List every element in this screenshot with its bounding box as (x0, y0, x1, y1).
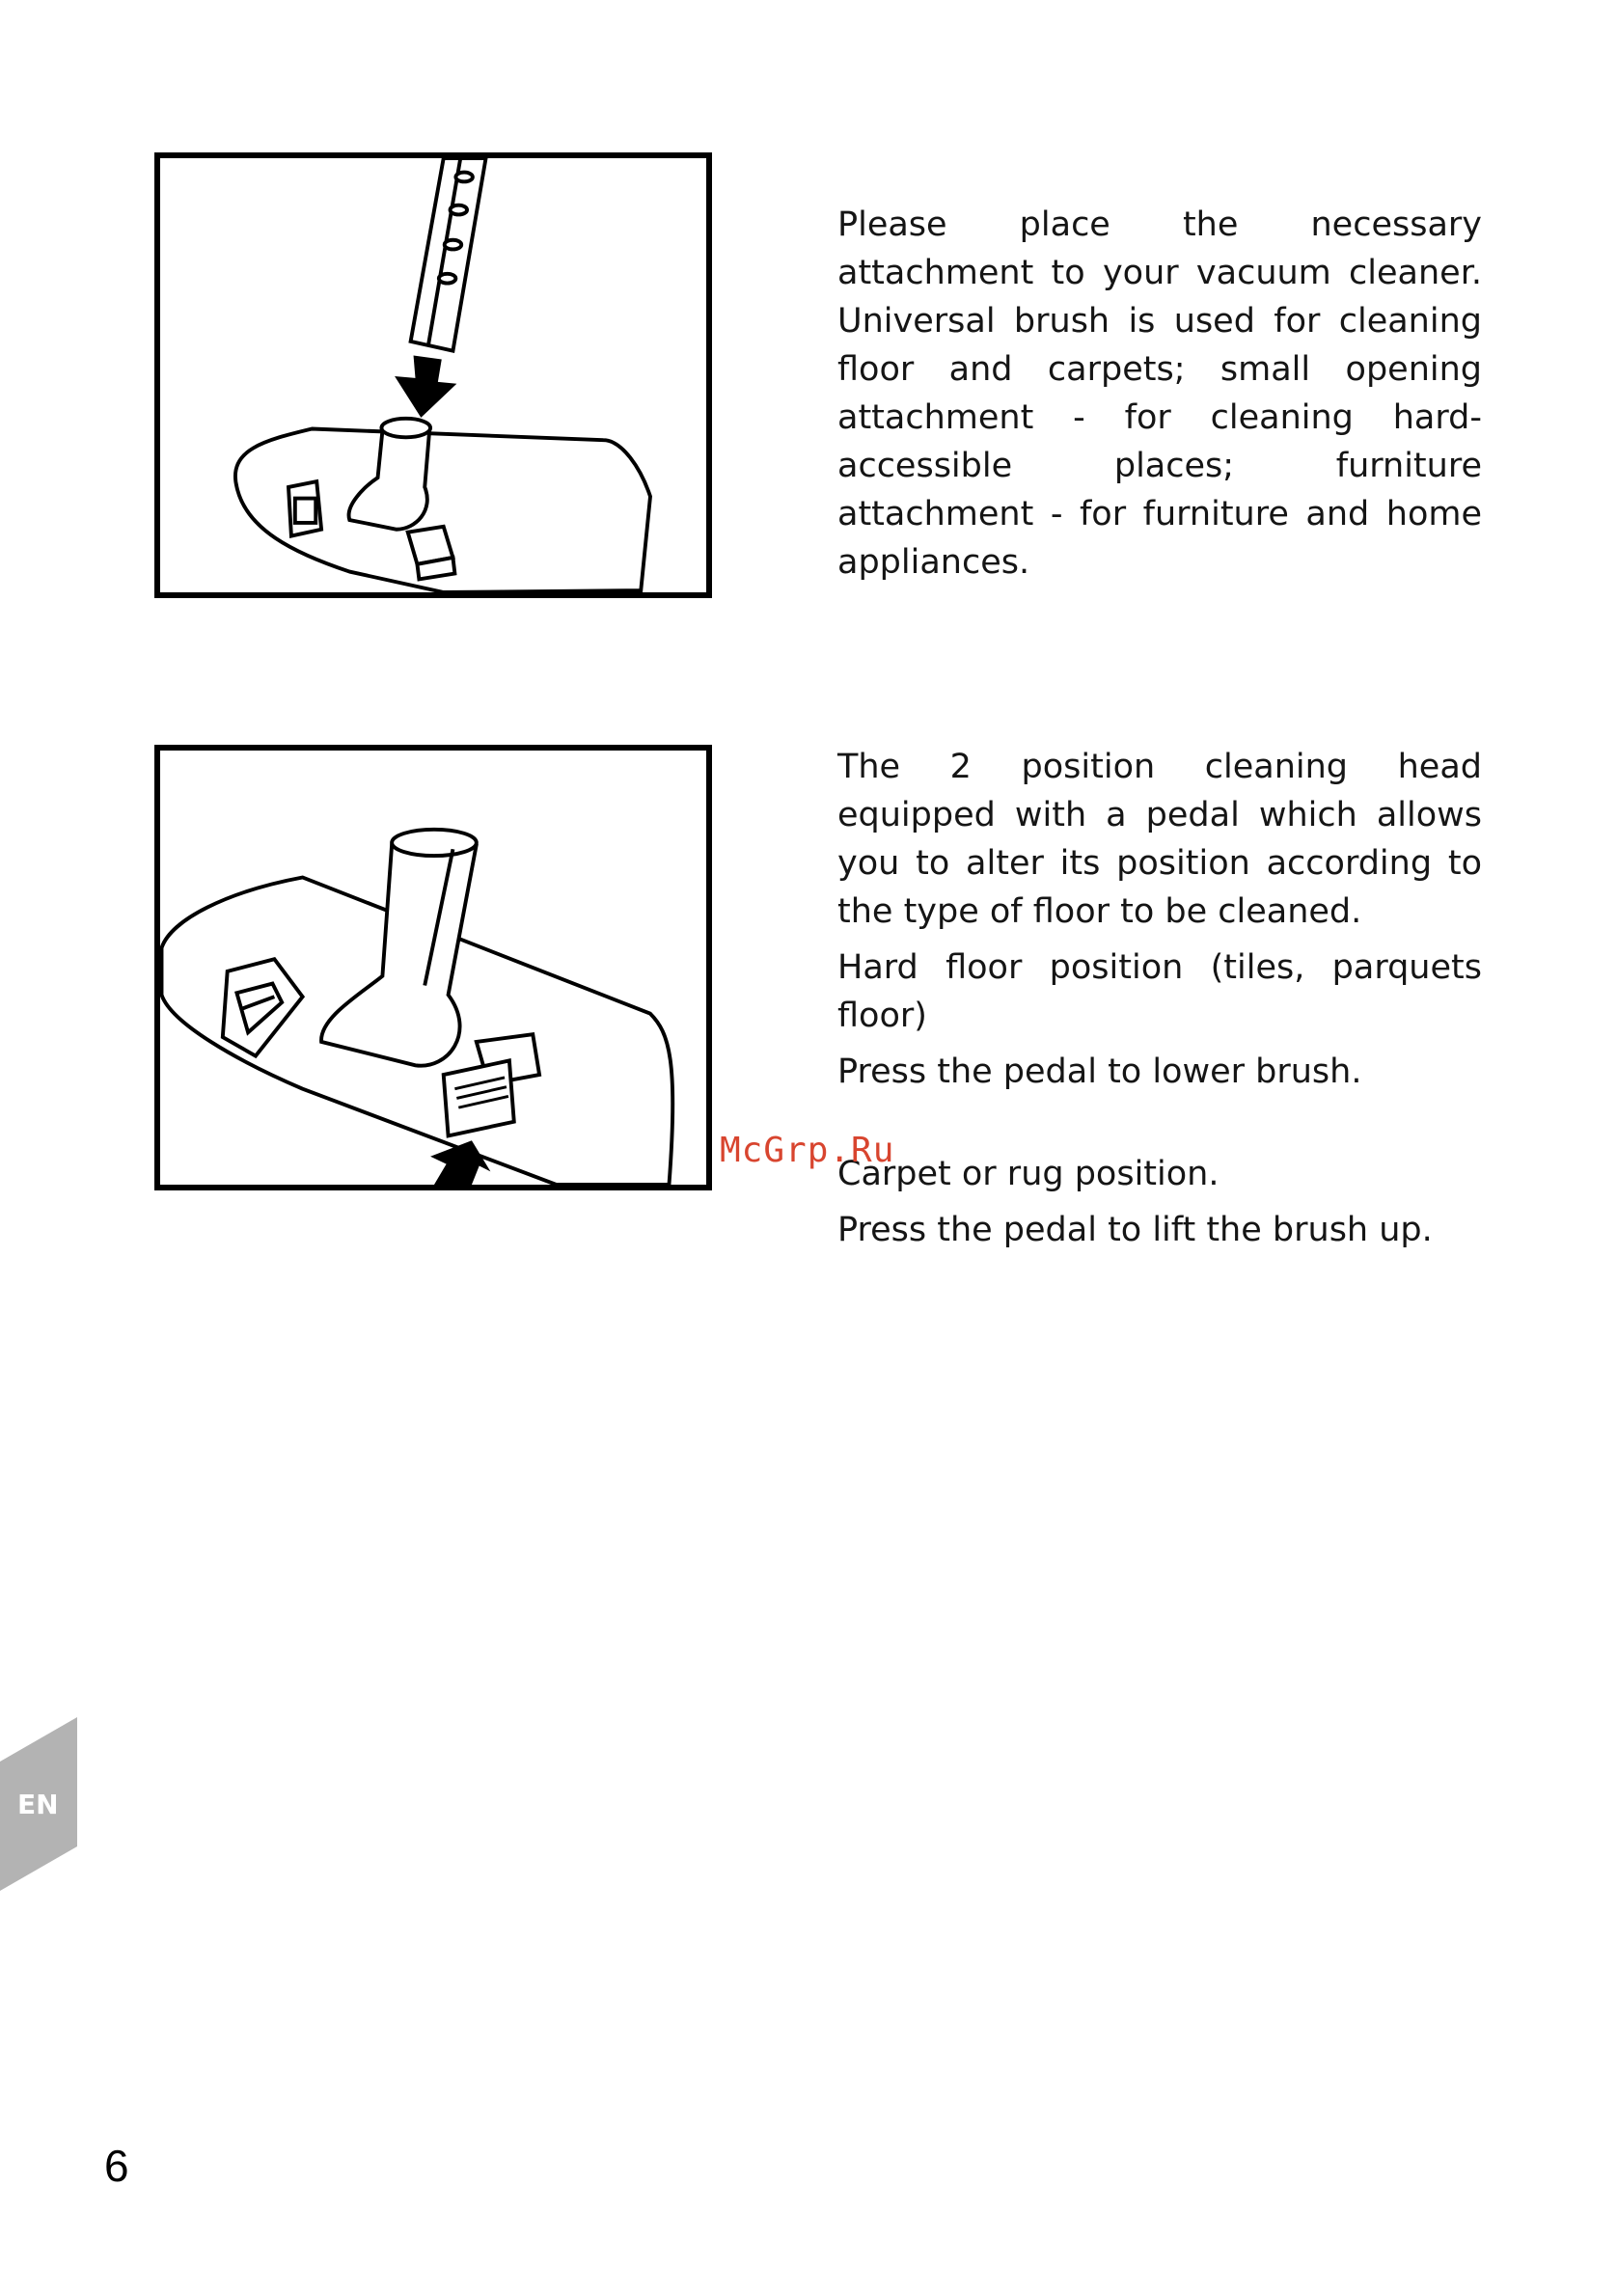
cleaning-head-description: The 2 position cleaning head equipped with a pedal which allows you to alter its position according to the type of floor to be cleaned. (837, 748, 1482, 931)
cleaning-head-instructions (837, 743, 1482, 1254)
figure-two-position-head (154, 745, 712, 1190)
attachment-insert-illustration (160, 158, 706, 592)
page-number: 6 (104, 2141, 129, 2191)
cleaning-head-closeup-illustration (162, 830, 673, 1185)
lower-brush-instruction: Press the pedal to lower brush. (837, 1052, 1362, 1091)
lift-brush-instruction: Press the pedal to lift the brush up. (837, 1211, 1433, 1249)
down-arrow-icon (395, 356, 456, 418)
attachment-paragraph: Please place the necessary attachment to your vacuum cleaner. Universal brush is used for cleaning floor and carpets; small opening attachment - for cleaning hard-accessible places; furniture attachment - for furniture and home appliances. (837, 205, 1482, 582)
attachment-instructions (837, 201, 1482, 587)
carpet-position: Carpet or rug position. (837, 1155, 1220, 1193)
cleaning-head-illustration (235, 419, 650, 592)
figure-attachment-insert (154, 152, 712, 598)
two-position-head-illustration (160, 751, 706, 1185)
extension-tube-illustration (411, 158, 486, 351)
hard-floor-position: Hard floor position (tiles, parquets floor) (837, 948, 1482, 1035)
watermark: McGrp.Ru (720, 1131, 895, 1170)
language-label: EN (17, 1789, 59, 1820)
